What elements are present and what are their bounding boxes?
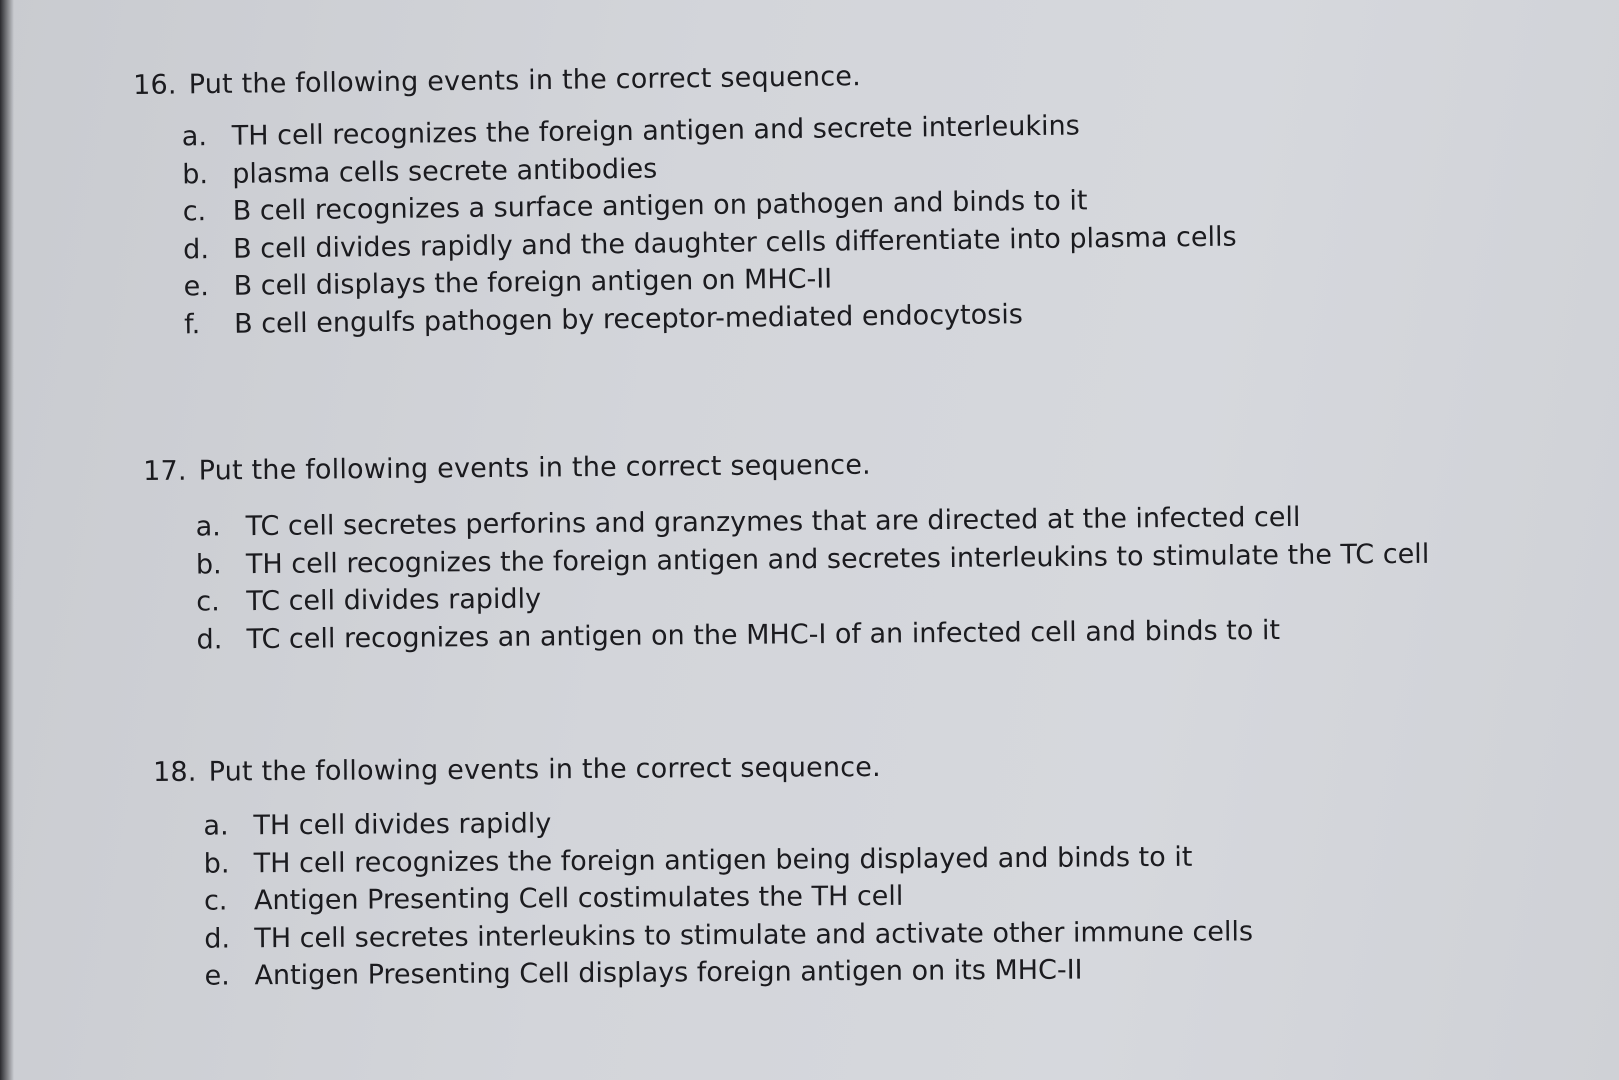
item-letter: c. bbox=[196, 586, 220, 618]
list-item bbox=[203, 878, 904, 920]
item-text: TH cell divides rapidly bbox=[253, 808, 552, 842]
list-item bbox=[196, 614, 1281, 658]
item-text: Antigen Presenting Cell displays foreign antigen on its MHC-II bbox=[254, 954, 1083, 992]
item-text: TC cell recognizes an antigen on the MHC-I of an infected cell and binds to it bbox=[246, 614, 1281, 655]
list-item bbox=[204, 915, 1254, 957]
question-prompt: Put the following events in the correct sequence. bbox=[198, 449, 871, 487]
question-number: 17. bbox=[143, 455, 187, 487]
item-letter: b. bbox=[182, 158, 209, 190]
list-item bbox=[203, 840, 1193, 882]
item-text: B cell recognizes a surface antigen on pathogen and binds to it bbox=[232, 185, 1088, 227]
list-item bbox=[204, 953, 1083, 995]
item-text: plasma cells secrete antibodies bbox=[232, 153, 658, 190]
item-letter: f. bbox=[183, 308, 201, 340]
question-title bbox=[143, 450, 871, 487]
item-text: TH cell recognizes the foreign antigen and secrete interleukins bbox=[231, 110, 1080, 152]
question-prompt: Put the following events in the correct sequence. bbox=[188, 61, 862, 101]
question-16 bbox=[133, 61, 1237, 344]
item-text: TH cell secretes interleukins to stimulate and activate other immune cells bbox=[254, 915, 1254, 954]
item-text: TC cell divides rapidly bbox=[246, 583, 542, 618]
question-number: 18. bbox=[153, 756, 197, 788]
item-text: TC cell secretes perforins and granzymes that are directed at the infected cell bbox=[245, 501, 1301, 543]
question-18 bbox=[153, 751, 1254, 996]
question-title bbox=[133, 61, 861, 101]
item-text: Antigen Presenting Cell costimulates the TH cell bbox=[253, 880, 904, 917]
item-letter: e. bbox=[204, 960, 230, 992]
item-letter: c. bbox=[203, 885, 228, 917]
item-letter: d. bbox=[183, 233, 210, 265]
answer-list bbox=[181, 110, 1237, 343]
item-letter: b. bbox=[203, 847, 230, 880]
item-letter: d. bbox=[204, 922, 231, 955]
list-item bbox=[195, 501, 1301, 546]
item-letter: a. bbox=[203, 810, 229, 842]
answer-list bbox=[195, 501, 1430, 659]
list-item bbox=[195, 538, 1430, 583]
screen-edge-shadow bbox=[0, 0, 14, 1080]
item-text: B cell displays the foreign antigen on MHC-II bbox=[233, 263, 833, 302]
item-text: TH cell recognizes the foreign antigen being displayed and binds to it bbox=[253, 841, 1193, 879]
question-title bbox=[153, 752, 881, 788]
item-letter: e. bbox=[183, 271, 210, 303]
item-letter: d. bbox=[196, 623, 223, 656]
question-prompt: Put the following events in the correct sequence. bbox=[208, 751, 881, 788]
item-letter: b. bbox=[195, 548, 222, 581]
item-letter: a. bbox=[181, 121, 208, 153]
question-17 bbox=[143, 449, 1430, 659]
answer-list bbox=[203, 803, 1254, 995]
list-item bbox=[196, 578, 872, 621]
question-number: 16. bbox=[133, 69, 177, 101]
item-text: B cell divides rapidly and the daughter cells differentiate into plasma cells bbox=[233, 221, 1237, 265]
list-item bbox=[203, 803, 881, 845]
list-item bbox=[183, 298, 1023, 344]
item-text: B cell engulfs pathogen by receptor-mediated endocytosis bbox=[233, 298, 1023, 340]
item-letter: a. bbox=[195, 511, 221, 543]
item-text: TH cell recognizes the foreign antigen and secretes interleukins to stimulate the TC cell bbox=[245, 538, 1430, 580]
item-letter: c. bbox=[182, 196, 207, 228]
